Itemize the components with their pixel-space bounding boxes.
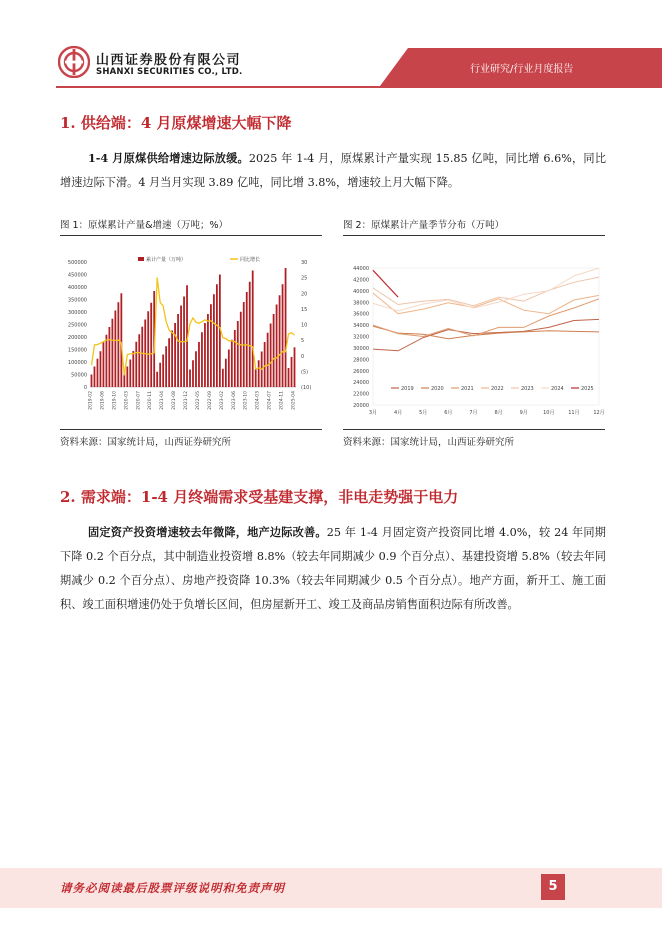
company-logo-icon <box>58 46 90 78</box>
x-tick-label: 2019-10 <box>112 391 118 410</box>
bar-2021-07 <box>171 331 173 388</box>
legend-label-2020: 2020 <box>431 386 444 392</box>
bar-2019-03 <box>94 367 96 388</box>
y-right-tick-label: 0 <box>301 353 305 360</box>
bar-2023-02 <box>222 369 224 387</box>
section-2-body: 25 年 1-4 月固定资产投资同比增 4.0%，较 24 年同期下降 0.2 个百分点，其中制造业投资增 8.8%（较去年同期减少 0.9 个百分点）、基建投资增 5.8%（较去年同期减少 0.2 个百分点）、房地产投资降 10.3%（较去年同期减少 0.5 个百分点）。地产方面，新开工、施工面积、竣工面积增速仍处于负增长区间，但房屋新开工、竣工及商品房销售面积边际有所改善。 <box>60 526 606 611</box>
bar-2021-06 <box>168 338 170 387</box>
bar-2022-11 <box>216 284 218 387</box>
legend-label-2023: 2023 <box>521 386 534 392</box>
bar-2024-10 <box>279 295 281 387</box>
x-tick-label: 2021-08 <box>172 391 178 410</box>
x-tick-label: 2024-11 <box>279 391 285 410</box>
bar-2024-12 <box>285 268 287 387</box>
bar-2020-03 <box>126 367 128 388</box>
x-tick-label: 2023-10 <box>243 391 249 410</box>
legend-label-2022: 2022 <box>491 386 504 392</box>
series-line-2025 <box>373 270 398 297</box>
y-right-tick-label: 30 <box>301 260 308 266</box>
y-left-tick-label: 50000 <box>71 372 87 379</box>
x-tick-label: 2019-02 <box>88 391 94 410</box>
bar-2021-10 <box>180 306 182 388</box>
x-tick-label: 12月 <box>593 410 605 416</box>
x-tick-label: 2021-04 <box>160 391 166 410</box>
page-header <box>0 0 662 90</box>
x-tick-label: 9月 <box>519 410 528 416</box>
x-tick-label: 2022-09 <box>207 391 213 410</box>
y-tick-label: 28000 <box>353 357 369 364</box>
bar-2022-09 <box>210 304 212 387</box>
figure-2-chart <box>343 250 605 428</box>
figure-2-source: 资料来源：国家统计局，山西证券研究所 <box>343 437 515 448</box>
y-tick-label: 26000 <box>353 368 369 375</box>
bar-2022-07 <box>204 323 206 387</box>
bar-2019-11 <box>117 302 119 387</box>
x-tick-label: 2020-07 <box>136 391 142 410</box>
bar-2023-12 <box>252 271 254 388</box>
x-tick-label: 10月 <box>543 410 555 416</box>
y-tick-label: 42000 <box>353 277 369 284</box>
section-1-paragraph <box>60 146 606 195</box>
bar-2025-04 <box>294 347 296 387</box>
y-right-tick-label: 15 <box>301 306 308 313</box>
legend-label-2021: 2021 <box>461 386 474 392</box>
legend-label-growth: 同比增长 <box>240 257 261 263</box>
x-tick-label: 2021-12 <box>184 391 190 410</box>
section-2-lead: 固定资产投资增速较去年微降，地产边际改善。 <box>88 525 327 539</box>
y-right-tick-label: (5) <box>301 369 309 376</box>
y-tick-label: 44000 <box>353 266 369 272</box>
x-tick-label: 6月 <box>444 410 453 416</box>
bar-2024-09 <box>276 305 278 388</box>
bar-2023-10 <box>246 292 248 387</box>
bar-2020-11 <box>150 303 152 387</box>
figure-2-title: 图 2：原煤累计产量季节分布（万吨） <box>343 220 505 231</box>
bar-2024-03 <box>258 360 260 387</box>
bar-2019-12 <box>120 293 122 387</box>
y-left-tick-label: 0 <box>83 385 87 391</box>
x-tick-label: 2023-06 <box>231 391 237 410</box>
section-2-title: 2. 需求端：1-4 月终端需求受基建支撑，非电走势强于电力 <box>60 488 459 506</box>
company-name-en: SHANXI SECURITIES CO., LTD. <box>96 67 243 77</box>
figure-2-top-rule <box>343 235 605 236</box>
report-type-label: 行业研究/行业月度报告 <box>470 64 574 75</box>
bar-2024-07 <box>270 324 272 388</box>
bar-2019-06 <box>103 342 105 387</box>
y-right-tick-label: (10) <box>301 385 312 391</box>
bar-2020-05 <box>132 351 134 387</box>
bar-2022-08 <box>207 314 209 387</box>
x-tick-label: 2020-11 <box>148 391 154 410</box>
y-tick-label: 36000 <box>353 311 369 318</box>
y-left-tick-label: 350000 <box>67 297 87 304</box>
y-right-tick-label: 5 <box>301 338 305 345</box>
bar-2021-03 <box>159 363 161 387</box>
y-left-tick-label: 300000 <box>67 310 87 316</box>
bar-2024-06 <box>267 333 269 387</box>
figure-2-bottom-rule <box>343 429 605 430</box>
legend-swatch-output <box>138 257 144 261</box>
y-tick-label: 32000 <box>353 334 369 341</box>
y-tick-label: 40000 <box>353 288 369 295</box>
company-name-cn: 山西证券股份有限公司 <box>96 53 242 68</box>
bar-2020-10 <box>147 311 149 387</box>
x-tick-label: 8月 <box>494 410 503 416</box>
bar-2024-02 <box>255 369 257 387</box>
bar-2022-06 <box>201 332 203 387</box>
x-tick-label: 2019-06 <box>100 391 106 410</box>
x-tick-label: 5月 <box>419 410 428 416</box>
bar-2020-02 <box>123 374 125 388</box>
legend-label-2024: 2024 <box>551 386 564 392</box>
x-tick-label: 2020-03 <box>124 391 130 410</box>
series-line-2020 <box>373 326 599 339</box>
figure-1-source: 资料来源：国家统计局，山西证券研究所 <box>60 437 232 448</box>
section-1-title: 1. 供给端：4 月原煤增速大幅下降 <box>60 114 292 132</box>
y-left-tick-label: 400000 <box>67 285 87 291</box>
section-1-lead: 1-4 月原煤供给增速边际放缓。 <box>88 151 249 165</box>
y-left-tick-label: 250000 <box>67 322 87 329</box>
y-tick-label: 24000 <box>353 380 369 387</box>
bar-2019-05 <box>100 351 102 387</box>
bar-2024-08 <box>273 314 275 387</box>
y-tick-label: 20000 <box>353 403 369 409</box>
section-1-body: 2025 年 1-4 月，原煤累计产量实现 15.85 亿吨，同比增 6.6%，同比增速边际下滑。4 月当月实现 3.89 亿吨，同比增 3.8%，增速较上月大幅下降。 <box>60 152 607 189</box>
bar-2021-09 <box>177 314 179 387</box>
x-tick-label: 4月 <box>394 410 403 416</box>
x-tick-label: 2024-03 <box>255 391 261 410</box>
bar-2023-05 <box>231 340 233 387</box>
y-tick-label: 38000 <box>353 300 369 307</box>
figure-1-top-rule <box>60 235 322 236</box>
bar-2022-02 <box>189 370 191 388</box>
bar-2022-03 <box>192 360 194 387</box>
page-number: 5 <box>541 874 565 900</box>
y-left-tick-label: 200000 <box>67 335 87 341</box>
bar-2025-02 <box>288 368 290 387</box>
figure-1-chart <box>60 250 322 428</box>
bar-2021-04 <box>162 355 164 388</box>
bar-2021-05 <box>165 346 167 387</box>
bar-2023-11 <box>249 282 251 387</box>
y-left-tick-label: 500000 <box>67 260 87 266</box>
y-right-tick-label: 20 <box>301 291 308 298</box>
bar-2022-05 <box>198 342 200 387</box>
x-tick-label: 2023-02 <box>219 391 225 410</box>
legend-label-2025: 2025 <box>581 386 594 392</box>
bar-2019-07 <box>106 335 108 387</box>
x-tick-label: 3月 <box>368 410 378 416</box>
x-tick-label: 2022-05 <box>195 391 201 410</box>
disclaimer-link[interactable]: 请务必阅读最后股票评级说明和免责声明 <box>60 881 285 895</box>
section-2-paragraph <box>60 520 606 617</box>
bar-2023-08 <box>240 312 242 387</box>
bar-2023-06 <box>234 330 236 387</box>
bar-2020-06 <box>135 342 137 387</box>
y-left-tick-label: 150000 <box>67 347 87 354</box>
legend-label-2019: 2019 <box>401 386 414 392</box>
y-tick-label: 22000 <box>353 391 369 398</box>
bar-2020-08 <box>141 327 143 387</box>
bar-2022-10 <box>213 294 215 387</box>
bar-2022-04 <box>195 351 197 387</box>
bar-2021-02 <box>156 372 158 387</box>
bar-2019-04 <box>97 359 99 387</box>
bar-2024-05 <box>264 342 266 387</box>
bar-2023-03 <box>225 359 227 387</box>
y-right-tick-label: 25 <box>301 275 308 282</box>
bar-2019-08 <box>109 327 111 387</box>
bar-2019-09 <box>111 319 113 387</box>
figure-1-bottom-rule <box>60 429 322 430</box>
x-tick-label: 2024-07 <box>267 391 273 410</box>
bar-2019-02 <box>91 375 93 388</box>
header-divider <box>56 86 662 88</box>
y-left-tick-label: 100000 <box>67 360 87 366</box>
bar-2021-08 <box>174 323 176 387</box>
legend-label-output: 累计产量（万吨） <box>146 257 187 263</box>
bar-2023-04 <box>228 350 230 388</box>
x-tick-label: 2025-04 <box>291 391 297 410</box>
y-tick-label: 30000 <box>353 345 369 352</box>
x-tick-label: 11月 <box>568 410 580 416</box>
y-left-tick-label: 450000 <box>67 272 87 279</box>
bar-2024-11 <box>282 284 284 387</box>
bar-2019-10 <box>114 311 116 388</box>
bar-2020-04 <box>129 360 131 388</box>
bar-2020-07 <box>138 334 140 387</box>
plot-area-frame <box>373 268 599 405</box>
bar-2023-07 <box>237 321 239 387</box>
bar-2025-03 <box>291 357 293 387</box>
y-tick-label: 34000 <box>353 323 369 330</box>
x-tick-label: 7月 <box>469 410 478 416</box>
figure-1-title: 图 1：原煤累计产量&增速（万吨；%） <box>60 220 228 231</box>
y-right-tick-label: 10 <box>301 322 308 329</box>
